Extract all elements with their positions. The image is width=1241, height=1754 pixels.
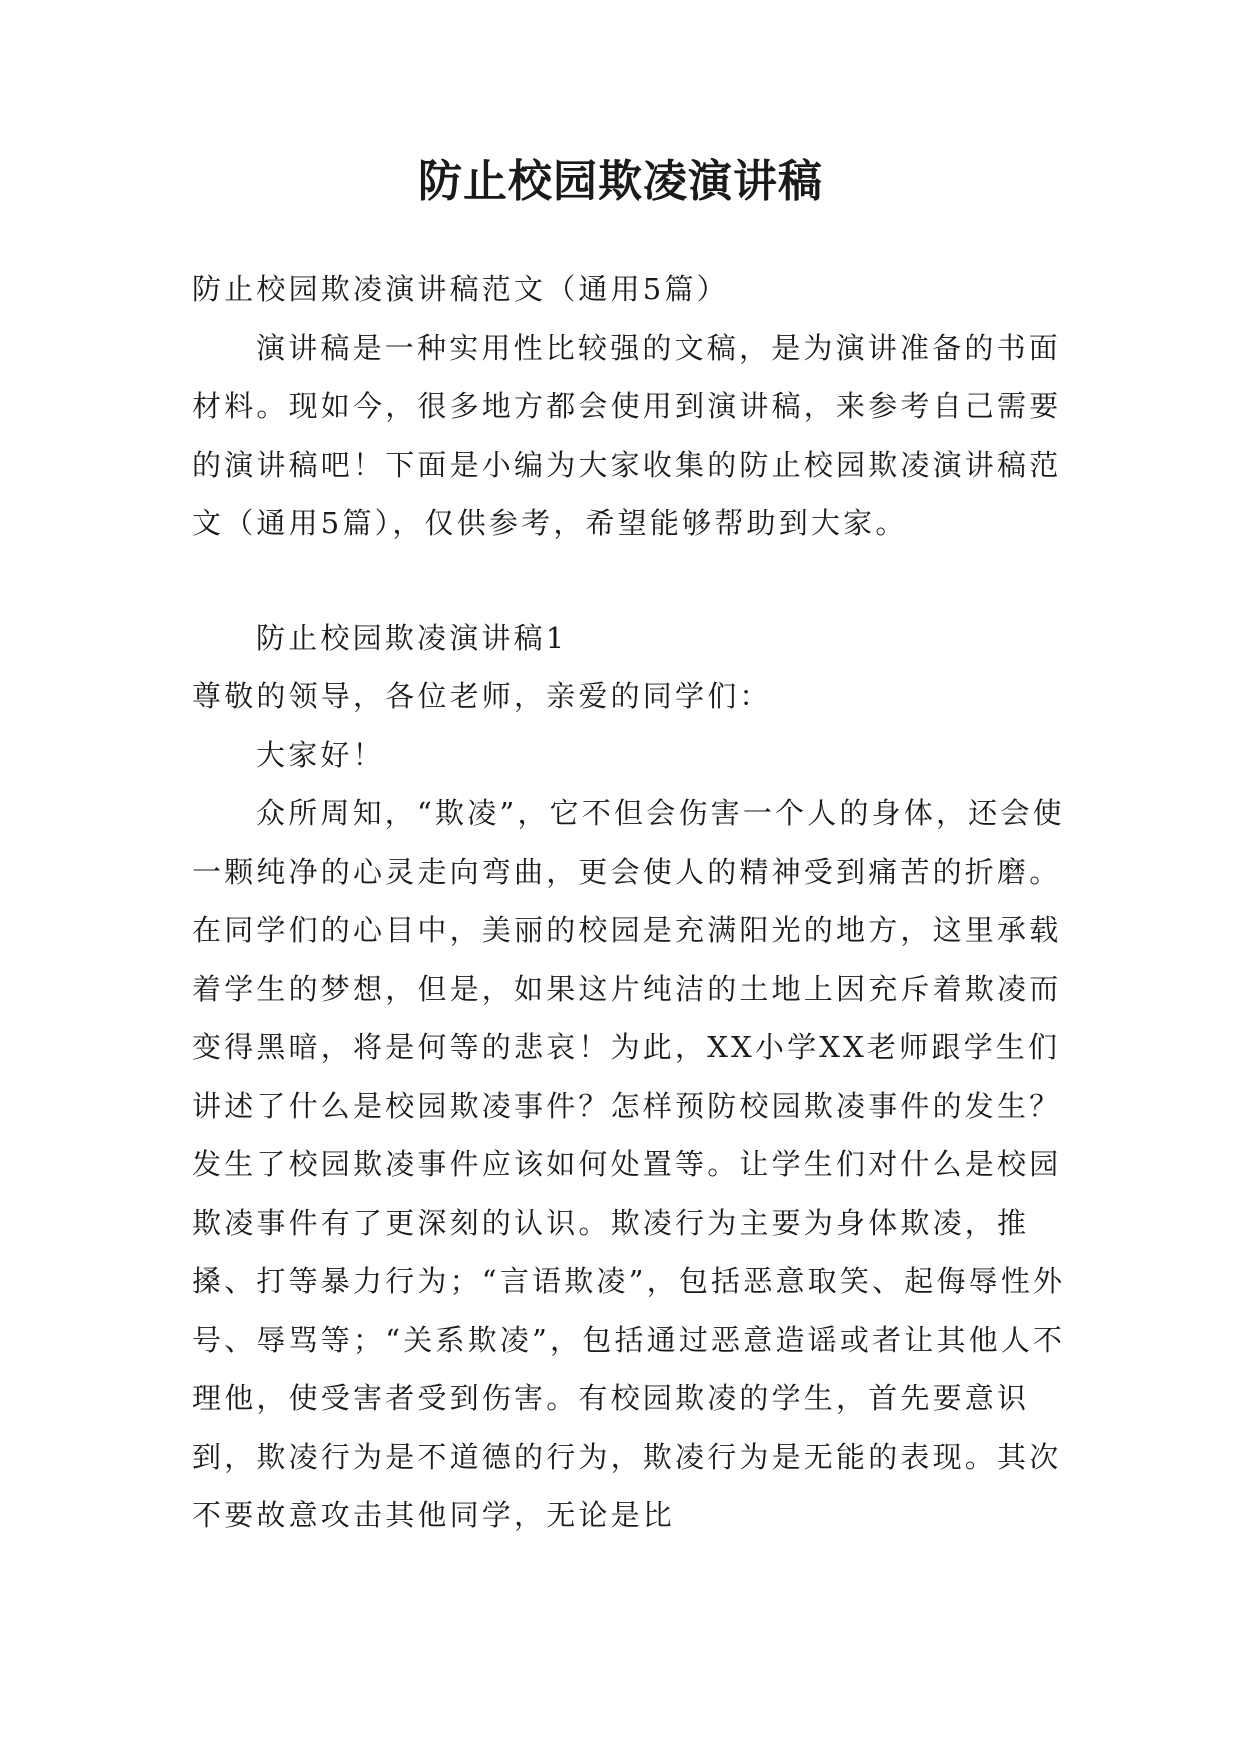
- salutation: 尊敬的领导，各位老师，亲爱的同学们：: [192, 679, 772, 713]
- section-heading: 防止校园欺凌演讲稿1: [256, 620, 568, 655]
- intro-paragraph: 演讲稿是一种实用性比较强的文稿，是为演讲准备的书面材料。现如今，很多地方都会使用到演讲稿，来参考自己需要的演讲稿吧！下面是小编为大家收集的防止校园欺凌演讲稿范文（通用5篇），仅供参考，希望能够帮助到大家。: [192, 330, 1062, 540]
- document-body: [192, 260, 1072, 1545]
- greeting: 大家好！: [256, 737, 385, 772]
- page-title: 防止校园欺凌演讲稿: [418, 156, 823, 207]
- body-paragraph: 众所周知，“欺凌”，它不但会伤害一个人的身体，还会使一颗纯净的心灵走向弯曲，更会使人的精神受到痛苦的折磨。在同学们的心目中，美丽的校园是充满阳光的地方，这里承载着学生的梦想，但是，如果这片纯洁的土地上因充斥着欺凌而变得黑暗，将是何等的悲哀！为此，XX小学XX老师跟学生们讲述了什么是校园欺凌事件？怎样预防校园欺凌事件的发生？发生了校园欺凌事件应该如何处置等。让学生们对什么是校园欺凌事件有了更深刻的认识。欺凌行为主要为身体欺凌，推搡、打等暴力行为；“言语欺凌”，包括恶意取笑、起侮辱性外号、辱骂等；“关系欺凌”，包括通过恶意造谣或者让其他人不理他，使受害者受到伤害。有校园欺凌的学生，首先要意识到，欺凌行为是不道德的行为，欺凌行为是无能的表现。其次不要故意攻击其他同学，无论是比: [192, 796, 1066, 1532]
- paragraph-spacer: [192, 553, 1072, 609]
- document-subtitle: 防止校园欺凌演讲稿范文（通用5篇）: [192, 272, 729, 306]
